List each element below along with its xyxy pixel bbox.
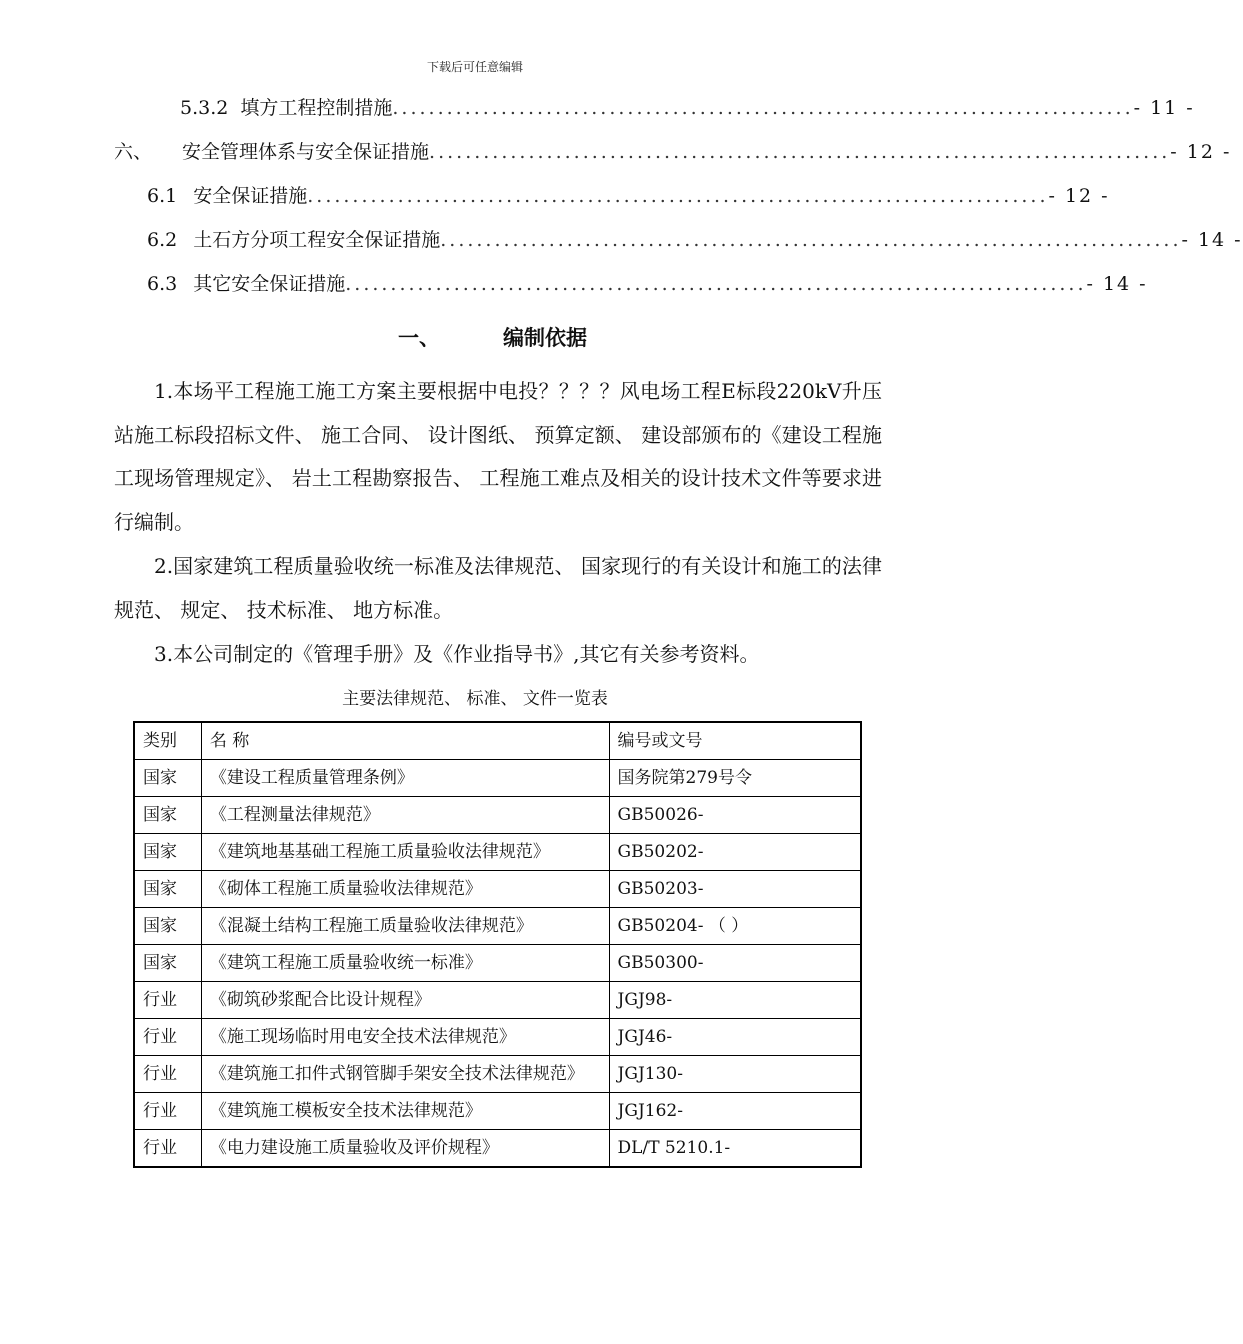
cell-code: JGJ46- [609,1019,861,1056]
toc-entry[interactable] [180,93,1195,123]
toc-entry-title: 其它安全保证措施 [193,273,346,295]
toc-entry-page: - 11 - [1133,97,1195,119]
toc-entry-page: - 14 - [1086,273,1148,295]
table-row [134,1093,861,1130]
cell-name: 《建筑地基基础工程施工质量验收法律规范》 [201,834,609,871]
cell-code: GB50203- [609,871,861,908]
toc-entry[interactable] [147,269,1148,299]
regulations-table [133,721,862,1168]
section-heading [0,322,950,356]
cell-category: 行业 [134,1056,201,1093]
table-row [134,1130,861,1168]
cell-category: 行业 [134,1019,201,1056]
table-row [134,871,861,908]
toc-entry-page: - 12 - [1048,185,1110,207]
toc-entry-title: 土石方分项工程安全保证措施 [193,229,441,251]
cell-category: 国家 [134,871,201,908]
page-header-note: 下载后可任意编辑 [426,60,523,74]
body-paragraph-2: 2.国家建筑工程质量验收统一标准及法律规范、 国家现行的有关设计和施工的法律规范、 规定、 技术标准、 地方标准。 [114,554,882,622]
section-title: 编制依据 [503,326,587,350]
header-name: 名 称 [201,722,609,760]
cell-code: 国务院第279号令 [609,760,861,797]
table-header-row [134,722,861,760]
toc-entry-number: 六、 [114,141,153,163]
table-row [134,834,861,871]
cell-code: GB50026- [609,797,861,834]
cell-code: DL/T 5210.1- [609,1130,861,1168]
cell-name: 《建筑施工扣件式钢管脚手架安全技术法律规范》 [201,1056,609,1093]
cell-category: 国家 [134,760,201,797]
cell-code: GB50300- [609,945,861,982]
cell-name: 《建筑施工模板安全技术法律规范》 [201,1093,609,1130]
cell-name: 《建筑工程施工质量验收统一标准》 [201,945,609,982]
cell-name: 《砌体工程施工质量验收法律规范》 [201,871,609,908]
cell-category: 国家 [134,945,201,982]
toc-dot-leader: .................................................................................. [345,273,1087,295]
toc-entry-page: - 12 - [1170,141,1232,163]
toc-dot-leader: .................................................................................. [440,229,1182,251]
toc-entry[interactable] [114,137,1232,167]
toc-entry[interactable] [147,181,1110,211]
table-row [134,1019,861,1056]
cell-category: 国家 [134,908,201,945]
cell-name: 《混凝土结构工程施工质量验收法律规范》 [201,908,609,945]
toc-entry-title: 填方工程控制措施 [240,97,393,119]
toc-entry-page: - 14 - [1181,229,1243,251]
cell-category: 国家 [134,797,201,834]
cell-code: GB50202- [609,834,861,871]
toc-entry-number: 6.3 [147,273,178,295]
table-row [134,908,861,945]
cell-category: 行业 [134,1093,201,1130]
cell-category: 国家 [134,834,201,871]
table-row [134,760,861,797]
toc-entry-title: 安全管理体系与安全保证措施 [182,141,430,163]
body-paragraph-1: 1.本场平工程施工施工方案主要根据中电投？？？？风电场工程E标段220kV升压站施工标段招标文件、 施工合同、 设计图纸、 预算定额、 建设部颁布的《建设工程施工现场管理规定》、 岩土工程勘察报告、 工程施工难点及相关的设计技术文件等要求进行编制。 [114,379,882,534]
cell-category: 行业 [134,1130,201,1168]
cell-name: 《建设工程质量管理条例》 [201,760,609,797]
table-row [134,945,861,982]
cell-name: 《砌筑砂浆配合比设计规程》 [201,982,609,1019]
table-row [134,1056,861,1093]
toc-entry-number: 6.2 [147,229,178,251]
toc-entry-title: 安全保证措施 [193,185,308,207]
header-code: 编号或文号 [609,722,861,760]
table-row [134,797,861,834]
toc-entry-number: 6.1 [147,185,178,207]
table-caption: 主要法律规范、 标准、 文件一览表 [342,689,608,709]
header-category: 类别 [134,722,201,760]
cell-code: JGJ162- [609,1093,861,1130]
cell-name: 《电力建设施工质量验收及评价规程》 [201,1130,609,1168]
toc-dot-leader: .................................................................................. [429,141,1171,163]
section-number: 一、 [398,326,440,350]
cell-name: 《工程测量法律规范》 [201,797,609,834]
cell-category: 行业 [134,982,201,1019]
toc-entry[interactable] [147,225,1243,255]
table-row [134,982,861,1019]
toc-entry-number: 5.3.2 [180,97,229,119]
cell-code: GB50204- （ ） [609,908,861,945]
cell-code: JGJ98- [609,982,861,1019]
body-paragraph-3: 3.本公司制定的《管理手册》及《作业指导书》,其它有关参考资料。 [154,642,760,666]
toc-dot-leader: .................................................................................. [392,97,1134,119]
toc-dot-leader: .................................................................................. [307,185,1049,207]
cell-name: 《施工现场临时用电安全技术法律规范》 [201,1019,609,1056]
cell-code: JGJ130- [609,1056,861,1093]
